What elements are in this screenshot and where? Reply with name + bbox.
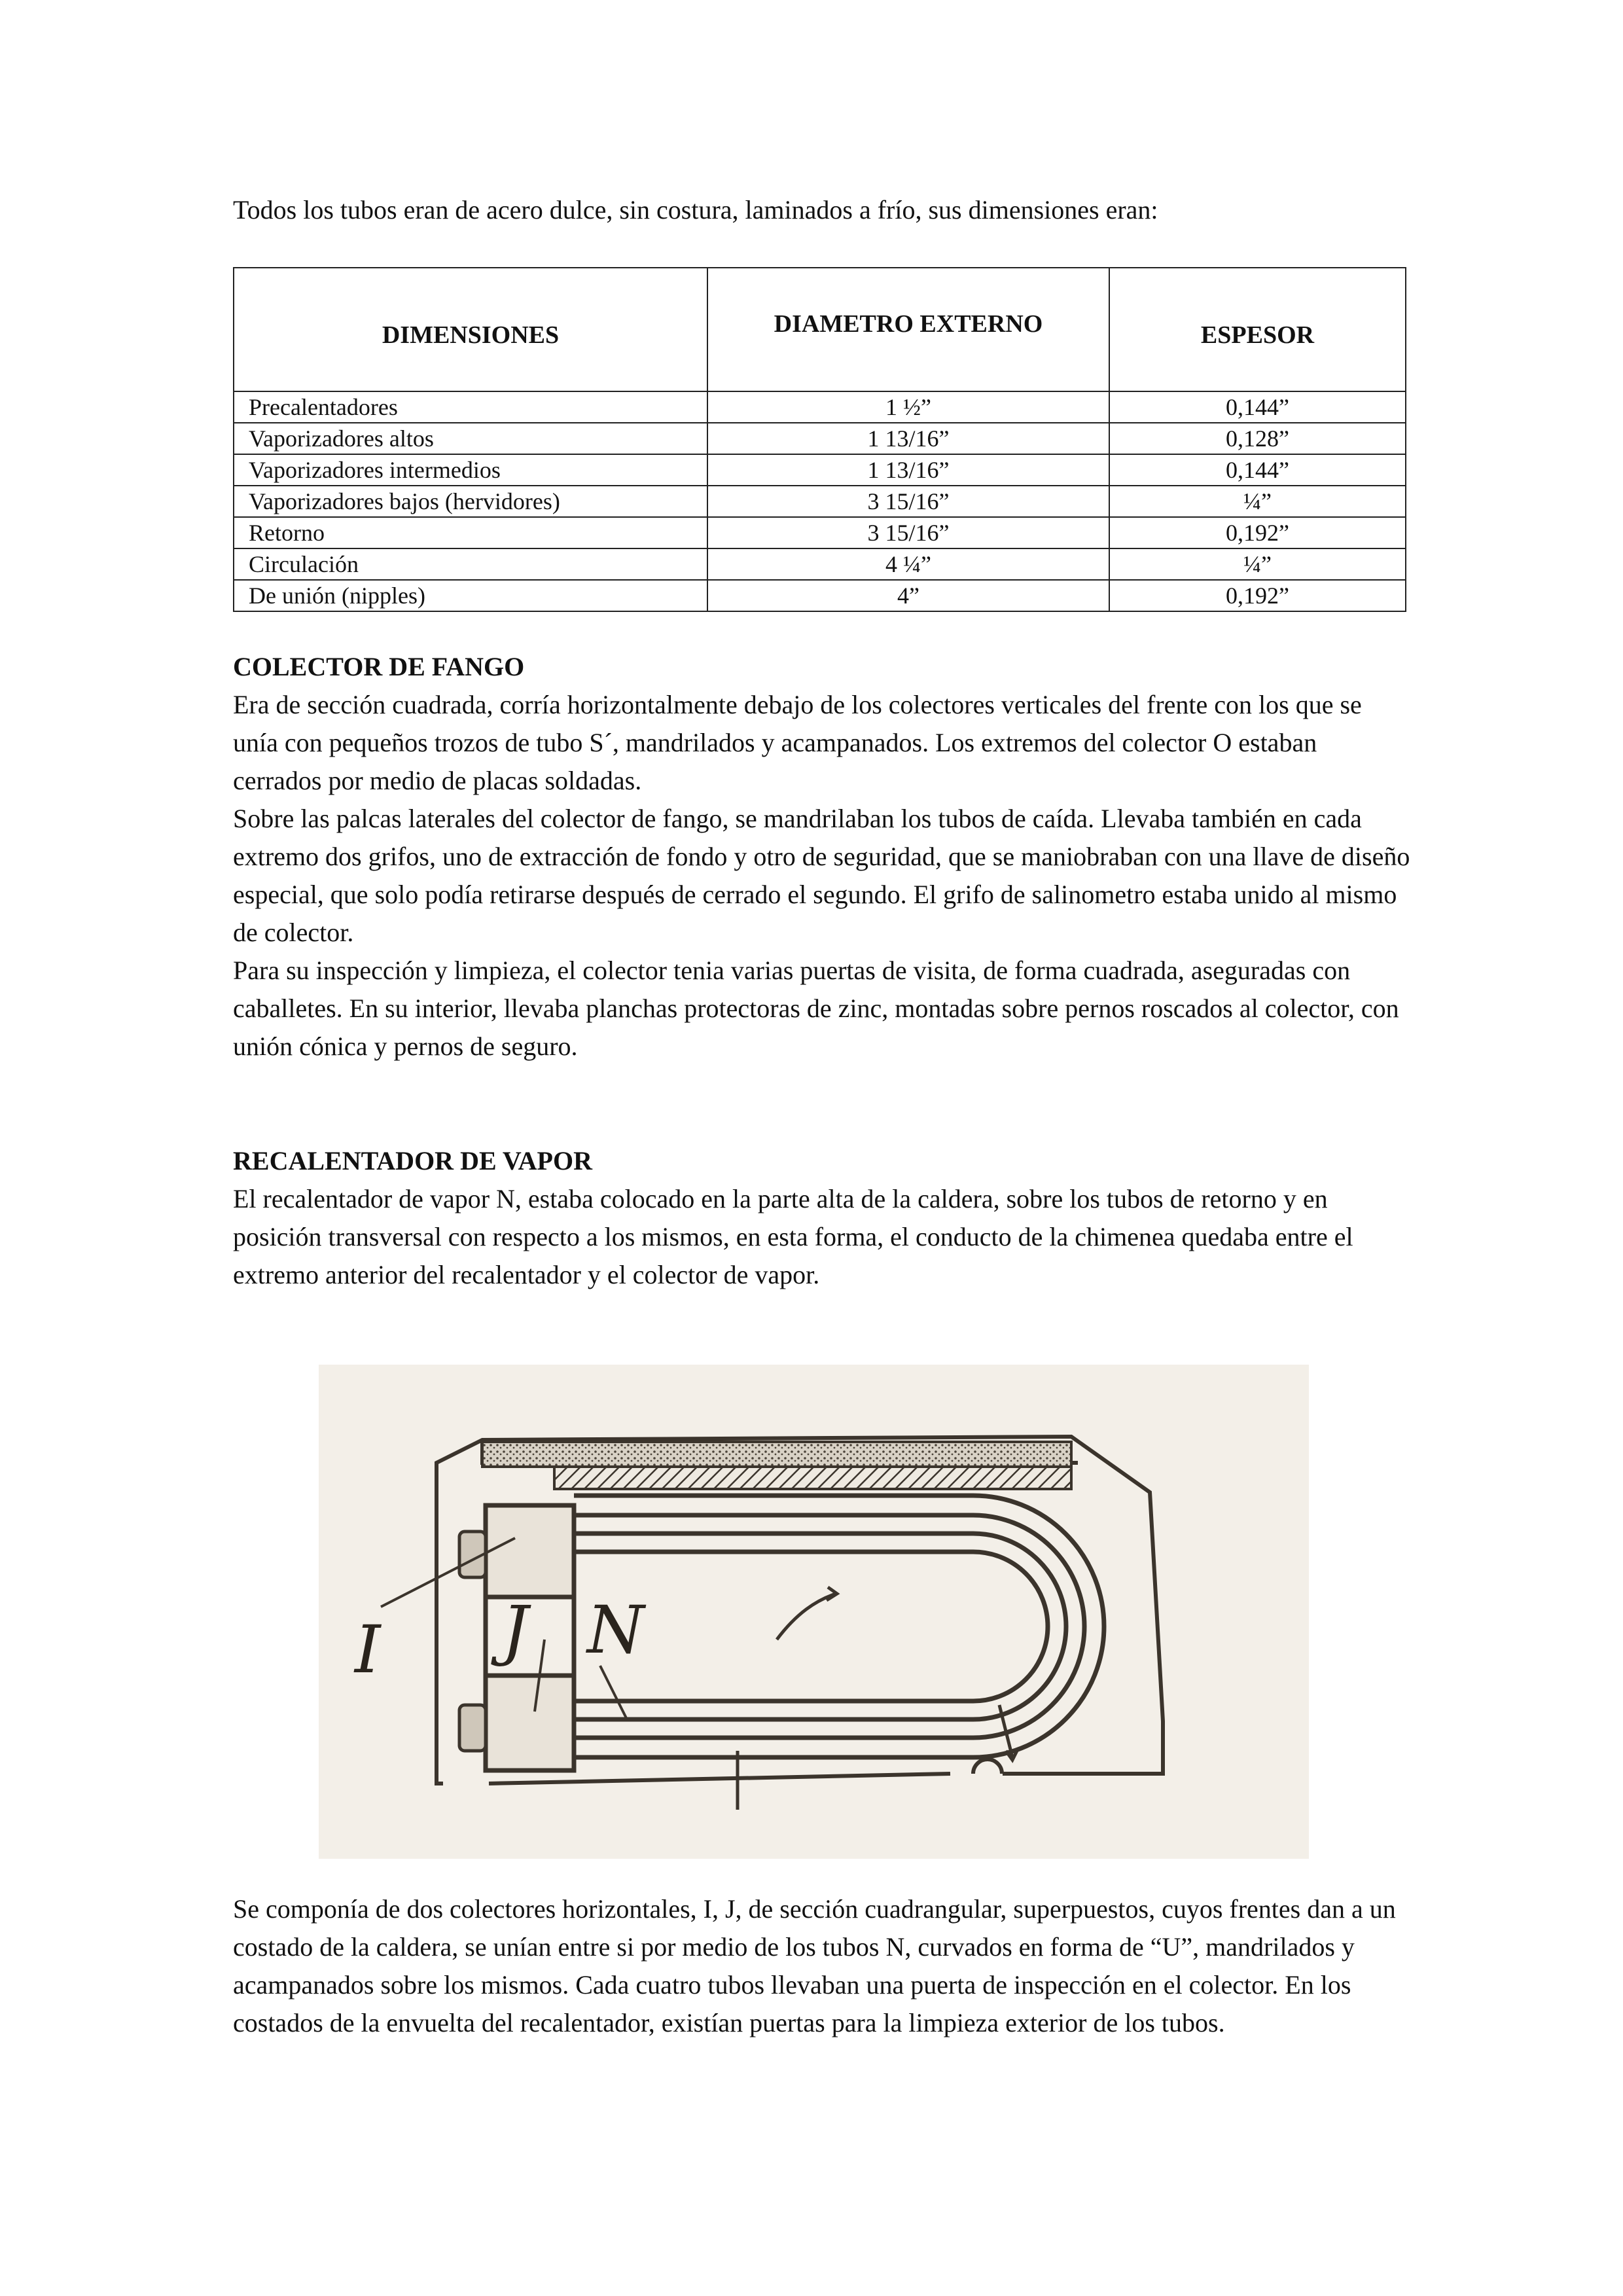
insulation-layer: [482, 1442, 1071, 1467]
cell-name: Circulación: [234, 548, 707, 580]
section-recalentador-de-vapor: [233, 1142, 1411, 1294]
intro-text: Todos los tubos eran de acero dulce, sin costura, laminados a frío, sus dimensiones eran:: [233, 195, 1158, 224]
cell-thickness: 0,192”: [1109, 580, 1406, 611]
section-colector-de-fango: [233, 648, 1411, 1066]
cell-thickness: 0,144”: [1109, 454, 1406, 486]
cell-thickness: 0,128”: [1109, 423, 1406, 454]
cell-diameter: 4 ¼”: [707, 548, 1109, 580]
cell-name: Vaporizadores intermedios: [234, 454, 707, 486]
table-row: [234, 486, 1406, 517]
cell-name: De unión (nipples): [234, 580, 707, 611]
table-row: [234, 580, 1406, 611]
label-i: I: [355, 1611, 381, 1688]
cell-diameter: 4”: [707, 580, 1109, 611]
cell-name: Vaporizadores bajos (hervidores): [234, 486, 707, 517]
table-row: [234, 391, 1406, 423]
cell-diameter: 3 15/16”: [707, 486, 1109, 517]
table-row: [234, 423, 1406, 454]
section-heading: RECALENTADOR DE VAPOR: [233, 1146, 592, 1175]
label-j: J: [502, 1592, 529, 1668]
cell-thickness: 0,192”: [1109, 517, 1406, 548]
cell-thickness: 0,144”: [1109, 391, 1406, 423]
header-dimensiones: DIMENSIONES: [234, 268, 707, 391]
cell-name: Vaporizadores altos: [234, 423, 707, 454]
header-espesor: ESPESOR: [1109, 268, 1406, 391]
paragraph: Para su inspección y limpieza, el colector tenia varias puertas de visita, de forma cuadrada, aseguradas con caballetes. En su interior, llevaba planchas protectoras de zinc, montadas sobre pernos roscados al colector, con unión cónica y pernos de seguro.: [233, 956, 1399, 1061]
header-diametro: DIAMETRO EXTERNO: [707, 268, 1109, 391]
superheater-diagram: [319, 1365, 1309, 1859]
table-header-row: [234, 268, 1406, 391]
bottom-drain-bump: [973, 1759, 1002, 1774]
paragraph: Sobre las palcas laterales del colector de fango, se mandrilaban los tubos de caída. Llevaba también en cada extremo dos grifos, uno de extracción de fondo y otro de seguridad, que se maniobraban con una llave de diseño especial, que solo podía retirarse después de cerrado el segundo. El grifo de salinometro estaba unido al mismo de colector.: [233, 804, 1410, 947]
cell-diameter: 1 13/16”: [707, 454, 1109, 486]
dimensions-table: [233, 267, 1406, 612]
cell-name: Retorno: [234, 517, 707, 548]
u-tubes: [574, 1496, 1104, 1757]
cell-diameter: 3 15/16”: [707, 517, 1109, 548]
cell-thickness: ¼”: [1109, 548, 1406, 580]
paragraph: El recalentador de vapor N, estaba colocado en la parte alta de la caldera, sobre los tubos de retorno y en posición transversal con respecto a los mismos, en esta forma, el conducto de la chimenea quedaba entre el extremo anterior del recalentador y el colector de vapor.: [233, 1184, 1353, 1289]
label-n: N: [587, 1592, 645, 1668]
paragraph: Era de sección cuadrada, corría horizontalmente debajo de los colectores verticales del frente con los que se unía con pequeños trozos de tubo S´, mandrilados y acampanados. Los extremos del colector O estaban cerrados por medio de placas soldadas.: [233, 690, 1362, 795]
table-row: [234, 548, 1406, 580]
section-heading: COLECTOR DE FANGO: [233, 652, 525, 681]
table-row: [234, 454, 1406, 486]
closing-paragraph: Se componía de dos colectores horizontales, I, J, de sección cuadrangular, superpuestos, cuyos frentes dan a un costado de la caldera, se unían entre si por medio de los tubos N, curvados en forma de “U”, mandrilados y acampanados sobre los mismos. Cada cuatro tubos llevaban una puerta de inspección en el colector. En los costados de la envuelta del recalentador, existían puertas para la limpieza exterior de los tubos.: [233, 1894, 1396, 2037]
cell-diameter: 1 13/16”: [707, 423, 1109, 454]
cell-diameter: 1 ½”: [707, 391, 1109, 423]
hatched-plate: [554, 1467, 1071, 1489]
cell-name: Precalentadores: [234, 391, 707, 423]
cell-thickness: ¼”: [1109, 486, 1406, 517]
table-row: [234, 517, 1406, 548]
